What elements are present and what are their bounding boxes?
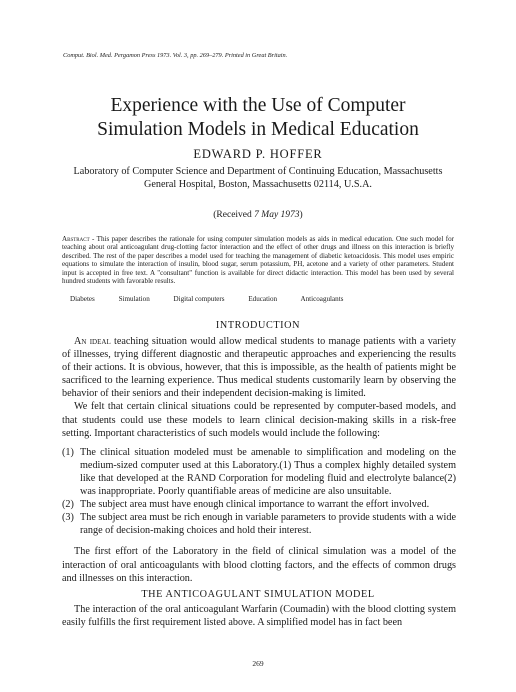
keywords	[70, 295, 470, 303]
list-item	[62, 498, 456, 511]
author-affiliation	[40, 165, 476, 191]
abstract-text: - This paper describes the rationale for using computer simulation models as aids in medical education. One such model for teaching about oral anticoagulant drug-clotting factor interaction and the effect of other drugs and illness on this interaction is briefly described. The rest of the paper describes a model used for teaching the management of diabetic ketoacidosis. This model uses empiric equations to simulate the interaction of insulin, blood sugar, serum potassium, PH, acetone and a variety of other parameters. Student input is accepted in free text. A "consultant" function is available for direct didactic interaction. This model has been used by several hundred students with favorable results.	[62, 235, 454, 286]
keyword: Simulation	[118, 295, 150, 303]
list-item-text: The subject area must be rich enough in variable parameters to provide students with a wide range of decision-making choices and hold their interest.	[80, 512, 456, 537]
received-suffix: )	[299, 210, 303, 220]
keyword: Anticoagulants	[300, 295, 344, 303]
abstract-label: Abstract	[62, 235, 90, 243]
intro-paragraph-3: The first effort of the Laboratory in the field of clinical simulation was a model of the interaction of oral anticoagulants with blood clotting factors, and the effects of common drugs and illnesses on this interaction.	[62, 546, 456, 584]
intro-lead: An ideal	[74, 336, 111, 347]
intro-paragraph-1-text: teaching situation would allow medical students to manage patients with a variety of illnesses, trying different diagnostic and therapeutic approaches and experiencing the results of their actions. It is obvious, however, that this is impossible, as the health of patients might be sacrificed to the learning experience. Thus medical students customarily learn by observing the behavior of their seniors and their independent decision-making is limited.	[62, 336, 456, 400]
received-date	[40, 210, 476, 220]
introduction-body	[62, 335, 456, 585]
list-item	[62, 446, 456, 498]
intro-paragraph-1	[62, 335, 456, 400]
title-line-1: Experience with the Use of Computer	[110, 95, 406, 116]
list-item-text: The subject area must have enough clinical importance to warrant the effort involved.	[80, 499, 430, 511]
intro-paragraph-2: We felt that certain clinical situations could be represented by computer-based models, and that students could use these models to learn clinical decision-making skills in a risk-free setting. Important characteristics of such models would include the following:	[62, 401, 456, 439]
anticoagulant-body	[62, 603, 456, 629]
anticoag-paragraph-1: The interaction of the oral anticoagulant Warfarin (Coumadin) with the blood clotting system easily fulfills the first requirement listed above. A simplified model has in fact been	[62, 604, 456, 629]
keyword: Digital computers	[173, 295, 225, 303]
affiliation-line-2: General Hospital, Boston, Massachusetts 02114, U.S.A.	[144, 179, 372, 190]
title-line-2: Simulation Models in Medical Education	[97, 119, 419, 140]
list-item	[62, 511, 456, 537]
list-item-text: The clinical situation modeled must be amenable to simplification and modeling on the medium-sized computer used at this Laboratory.(1) Thus a complex highly detailed system like that developed at the RAND Corporation for modeling fluid and electrolyte balance(2) was inappropriate. Poorly quantifiable areas of medicine are also unsuitable.	[80, 446, 456, 498]
list-item-number: (2)	[62, 499, 74, 511]
journal-header: Comput. Biol. Med. Pergamon Press 1973. Vol. 3, pp. 269–279. Printed in Great Britain.	[63, 52, 288, 59]
requirements-list	[62, 446, 456, 538]
keyword: Education	[248, 295, 278, 303]
paper-title	[40, 94, 476, 142]
section-heading-introduction: INTRODUCTION	[215, 320, 301, 331]
page-number: 269	[252, 659, 264, 668]
abstract	[62, 235, 454, 286]
list-item-number: (1)	[62, 446, 74, 458]
keyword: Diabetes	[70, 295, 95, 303]
received-date-value: 7 May 1973	[254, 210, 300, 220]
list-item-number: (3)	[62, 512, 74, 524]
affiliation-line-1: Laboratory of Computer Science and Department of Continuing Education, Massachusetts	[73, 166, 443, 177]
received-prefix: (Received	[213, 210, 255, 220]
section-heading-anticoagulant: THE ANTICOAGULANT SIMULATION MODEL	[141, 589, 375, 600]
author-name: EDWARD P. HOFFER	[193, 147, 323, 161]
